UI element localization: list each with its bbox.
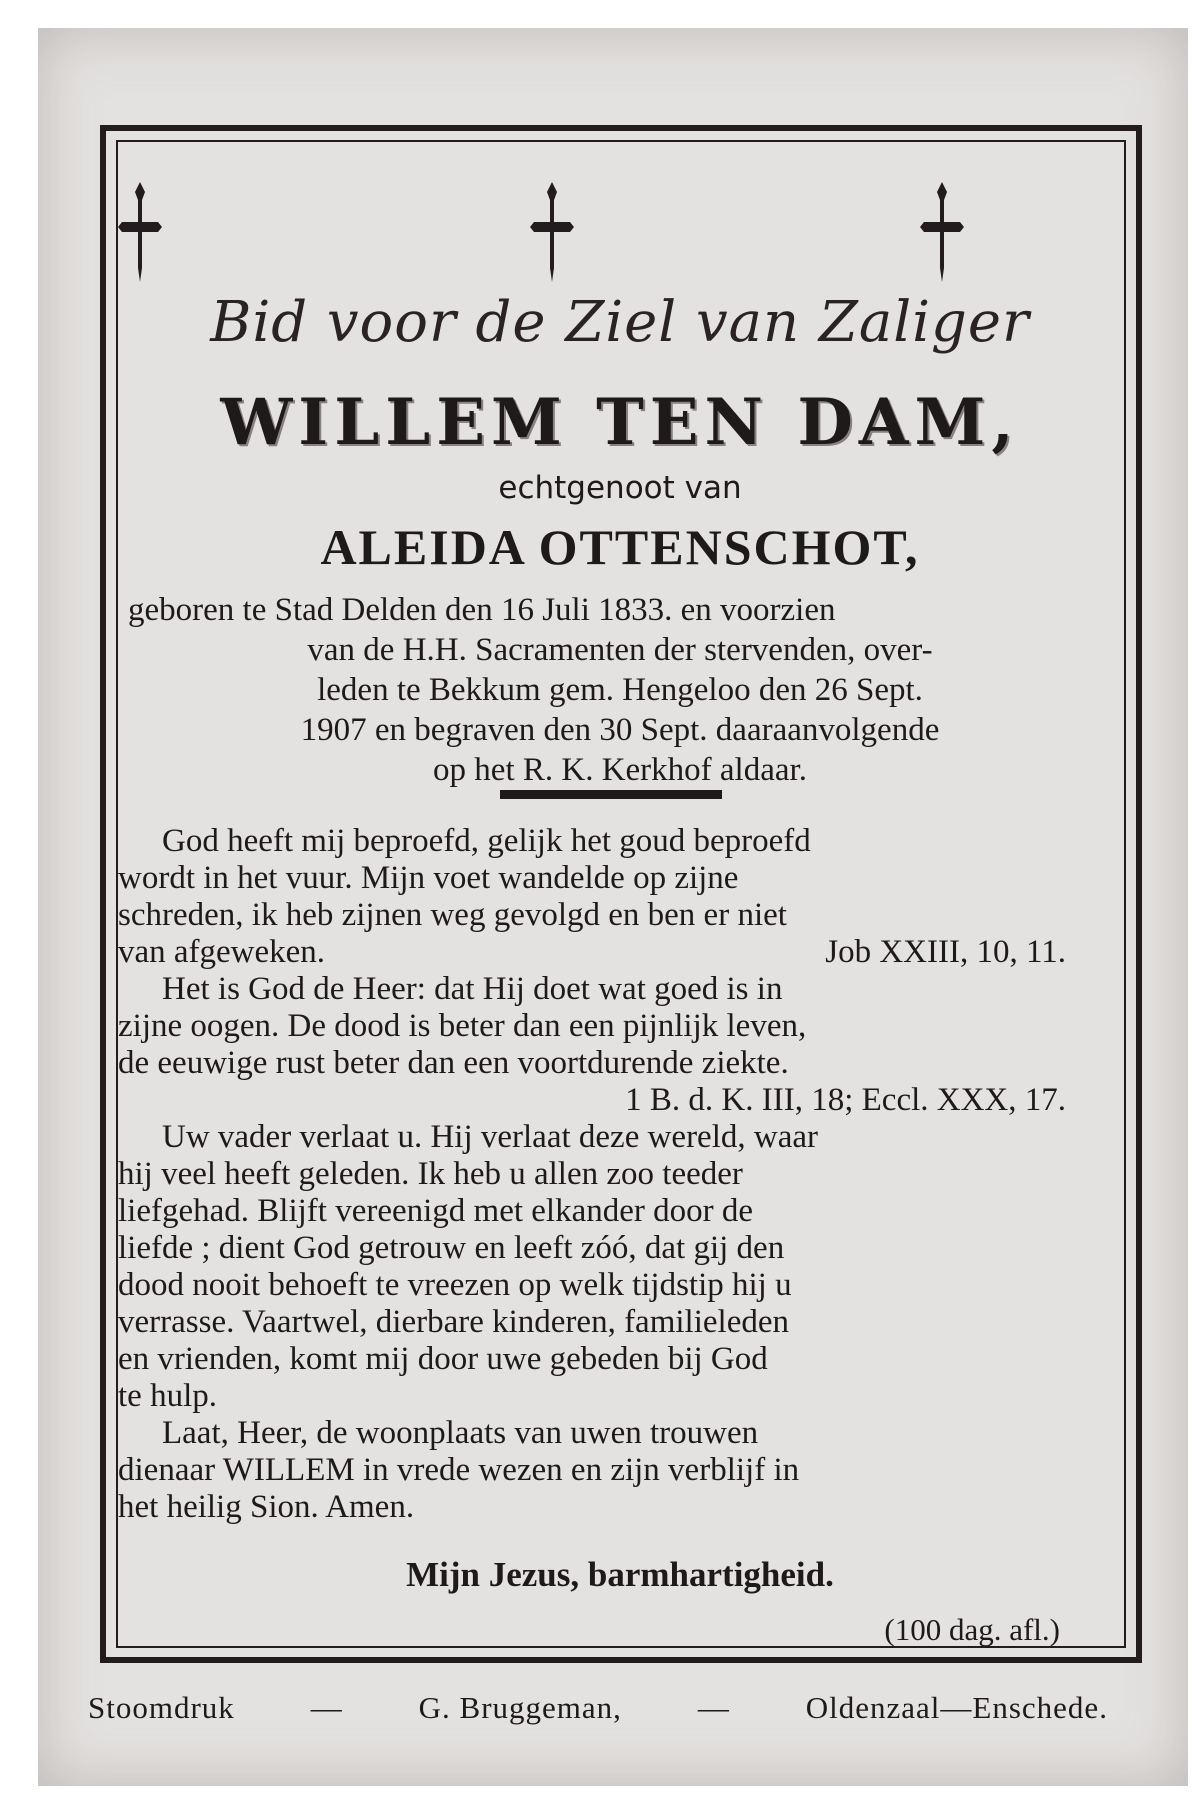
printer-part: Oldenzaal—Enschede. (805, 1690, 1108, 1725)
cross-icon-left (118, 182, 162, 282)
farewell-text (118, 1119, 1106, 1415)
verse-line: de eeuwige rust beter dan een voortdurende ziekte. (118, 1045, 789, 1081)
verse-line: dienaar WILLEM in vrede wezen en zijn verblijf in (118, 1452, 800, 1488)
verse-line: Laat, Heer, de woonplaats van uwen trouwen (162, 1415, 759, 1451)
printer-credit (88, 1690, 1108, 1726)
printer-dash: — (697, 1690, 730, 1725)
verse-line: te hulp. (118, 1378, 217, 1414)
bio-line: geboren te Stad Delden den 16 Juli 1833. en voorzien (128, 592, 836, 628)
verse-line: God heeft mij beproefd, gelijk het goud beproefd (162, 823, 811, 859)
verse-line: Uw vader verlaat u. Hij verlaat deze wereld, waar (162, 1119, 818, 1155)
bio-line: leden te Bekkum gem. Hengeloo den 26 Sept. (317, 672, 923, 708)
cross-icon-right (920, 182, 964, 282)
prayer-heading: Bid voor de Ziel van Zaliger (210, 290, 1030, 355)
printer-part: G. Bruggeman, (418, 1690, 622, 1725)
verse-line-with-ref (118, 934, 1106, 971)
spouse-name: ALEIDA OTTENSCHOT, (320, 519, 920, 575)
verse-line: zijne oogen. De dood is beter dan een pijnlijk leven, (118, 1008, 807, 1044)
bio-line: op het R. K. Kerkhof aldaar. (433, 752, 807, 788)
verse-job (118, 823, 1106, 971)
verse-line: Het is God de Heer: dat Hij doet wat goed is in (162, 971, 783, 1007)
verse-line: dood nooit behoeft te vreezen op welk tijdstip hij u (118, 1267, 792, 1303)
bio-line: van de H.H. Sacramenten der stervenden, over- (307, 632, 933, 668)
indulgence-note: (100 dag. afl.) (884, 1612, 1060, 1647)
bio-line: 1907 en begraven den 30 Sept. daaraanvolgende (300, 712, 940, 748)
verse-line: van afgeweken. (118, 934, 326, 970)
deceased-name: WILLEM TEN DAM, (220, 385, 1020, 460)
printer-part: Stoomdruk (88, 1690, 235, 1725)
verse-reference: 1 B. d. K. III, 18; Eccl. XXX, 17. (625, 1082, 1066, 1118)
verse-line: het heilig Sion. Amen. (118, 1489, 415, 1525)
verse-kings (118, 971, 1106, 1119)
biography (128, 590, 1112, 790)
verse-line: wordt in het vuur. Mijn voet wandelde op zijne (118, 860, 739, 896)
final-prayer (118, 1415, 1106, 1526)
verse-line: schreden, ik heb zijnen weg gevolgd en ben er niet (118, 897, 787, 933)
printer-dash: — (310, 1690, 343, 1725)
verse-line: hij veel heeft geleden. Ik heb u allen zoo teeder (118, 1156, 743, 1192)
verse-line: liefde ; dient God getrouw en leeft zóó, dat gij den (118, 1230, 785, 1266)
cross-icon-center (530, 182, 574, 282)
verse-line: verrasse. Vaartwel, dierbare kinderen, familieleden (118, 1304, 789, 1340)
verse-line: liefgehad. Blijft vereenigd met elkander door de (118, 1193, 754, 1229)
verse-reference: Job XXIII, 10, 11. (825, 934, 1066, 970)
divider-rule (500, 790, 722, 799)
closing-invocation: Mijn Jezus, barmhartigheid. (406, 1555, 834, 1594)
verse-line: en vrienden, komt mij door uwe gebeden bij God (118, 1341, 768, 1377)
spouse-label: echtgenoot van (498, 470, 742, 506)
